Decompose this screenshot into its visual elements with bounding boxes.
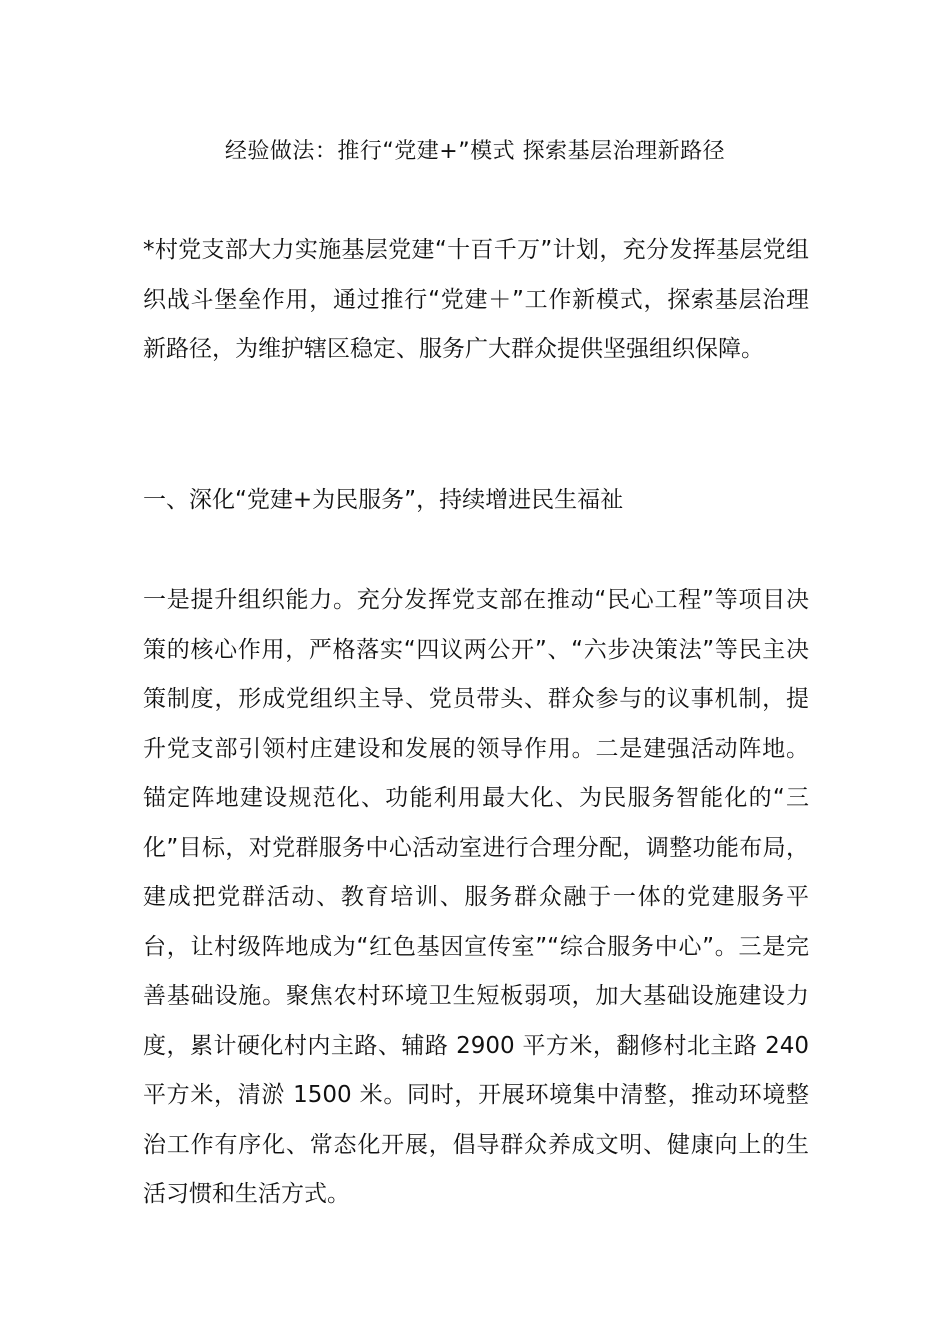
intro-paragraph: *村党支部大力实施基层党建“十百千万”计划，充分发挥基层党组织战斗堡垒作用，通过推行“党建＋”工作新模式，探索基层治理新路径，为维护辖区稳定、服务广大群众提供坚强组织保障。 xyxy=(143,237,809,362)
section-heading: 一、深化“党建+为民服务”，持续增进民生福祉 xyxy=(143,487,624,513)
document-title: 经验做法：推行“党建+”模式 探索基层治理新路径 xyxy=(224,139,726,164)
section-body-paragraph: 一是提升组织能力。充分发挥党支部在推动“民心工程”等项目决策的核心作用，严格落实“四议两公开”、“六步决策法”等民主决策制度，形成党组织主导、党员带头、群众参与的议事机制，提升党支部引领村庄建设和发展的领导作用。二是建强活动阵地。锚定阵地建设规范化、功能利用最大化、为民服务智能化的“三化”目标，对党群服务中心活动室进行合理分配，调整功能布局，建成把党群活动、教育培训、服务群众融于一体的党建服务平台，让村级阵地成为“红色基因宣传室”“综合服务中心”。三是完善基础设施。聚焦农村环境卫生短板弱项，加大基础设施建设力度，累计硬化村内主路、辅路 2900 平方米，翻修村北主路 240 平方米，清淤 1500 米。同时，开展环境集中清整，推动环境整治工作有序化、常态化开展，倡导群众养成文明、健康向上的生活习惯和生活方式。 xyxy=(143,587,809,1207)
